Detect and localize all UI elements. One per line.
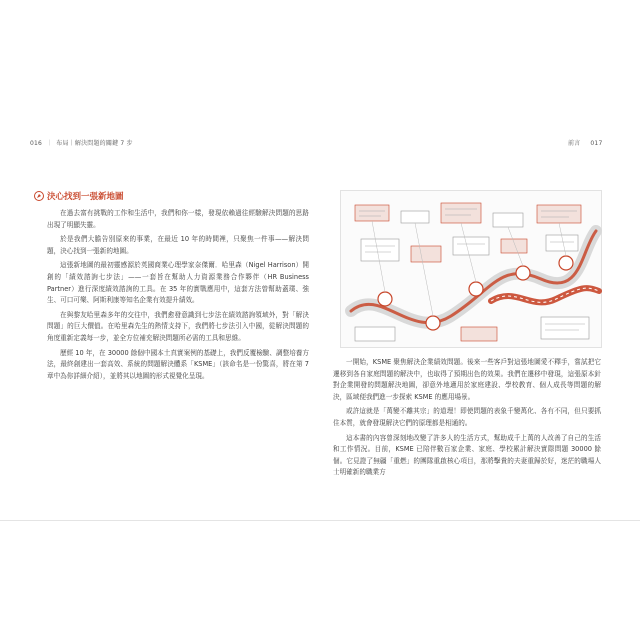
paragraph: 歷經 10 年，在 30000 餘個中國本土真實案例的基礎上，我們反覆檢驗、調整培養方法，最終創建出一套高效、系統的問題解決體系「KSME」（該命名是一份驚喜，將在第 7 章中為你詳細介紹），並將其以地圖的形式視覺化呈現。 <box>47 348 309 380</box>
right-section-label: 前言 <box>568 140 581 147</box>
left-page-number: 016 <box>30 140 43 147</box>
page-bottom-edge <box>0 520 640 521</box>
paragraph: 這本書的內容曾深刻地改變了許多人的生活方式，幫助成千上萬的人改善了自己的生活和工作情況。目前，KSME 已陪伴數百家企業、家庭、學校累計解決實際問題 30000 餘個。它見證了無疆「重燃」的團隊重啟核心項目，那將擊貴的夫妻重歸於好，迷茫的職場人士明確新的職業方 <box>333 433 601 477</box>
right-page-header <box>568 138 602 147</box>
ksme-map-illustration <box>340 190 602 348</box>
paragraph: 一開始，KSME 聚焦解決企業績效問題。後來一些客戶對這張地圖愛不釋手，嘗試把它遷移到各自家庭問題的解決中，也取得了預期出色的效果。我們在遷移中發現，這張原本針對企業開發的問題解決地圖，卻意外地適用於家庭建設、學校教育、個人成長等問題的解決，區域便我們進一步探索 KSME 的應用場景。 <box>333 358 601 401</box>
left-body-text <box>47 208 309 385</box>
right-page-number: 017 <box>590 140 603 147</box>
section-heading <box>34 190 124 202</box>
paragraph: 這張新地圖的最初靈感源於英國商業心理學家奈傑爾．哈里森（Nigel Harrison）開創的「績效諮詢七步法」——一套旨在幫助人力資源業務合作夥伴（HR Business Partner）進行深度績效諮詢的工具。在 35 年的實戰應用中，這套方法曾幫助蓋璞、強生、可口可樂、阿斯利康等知名企業有效提升績效。 <box>47 261 309 305</box>
header-separator: ｜ <box>46 140 53 147</box>
paragraph: 在與黎友哈里森多年的交往中，我們愈發意識到七步法在績效諮詢領域外，對「解決問題」的巨大價值。在哈里森先生的熱情支持下，我們將七步法引入中國，從解決問題的角度重新定義每一步，並全方位補充解決問題所必需的工具和思維。 <box>47 310 309 342</box>
paragraph: 或許這就是「萬變不離其宗」的道理！即使問題的表象千變萬化、各有不同，但只要抓住本質，就會發現解決它們的原理都是相通的。 <box>333 407 601 427</box>
paragraph: 在過去富有挑戰的工作和生活中，我們和你一樣，發現依賴過往經驗解決問題的思路出現了明顯失靈。 <box>47 209 309 229</box>
section-heading-text: 決心找到一張新地圖 <box>47 192 124 202</box>
right-body-text <box>333 357 601 482</box>
compass-icon <box>34 191 44 201</box>
paragraph: 於是我們大膽告別原來的事業，在最近 10 年的時間裡，只聚焦一件事——解決問題，決心找到一張新的地圖。 <box>47 235 309 255</box>
left-page-header <box>30 138 133 147</box>
left-page-title: 布局｜解決問題的關鍵 7 步 <box>56 140 133 147</box>
map-illustration-icon <box>341 191 603 349</box>
